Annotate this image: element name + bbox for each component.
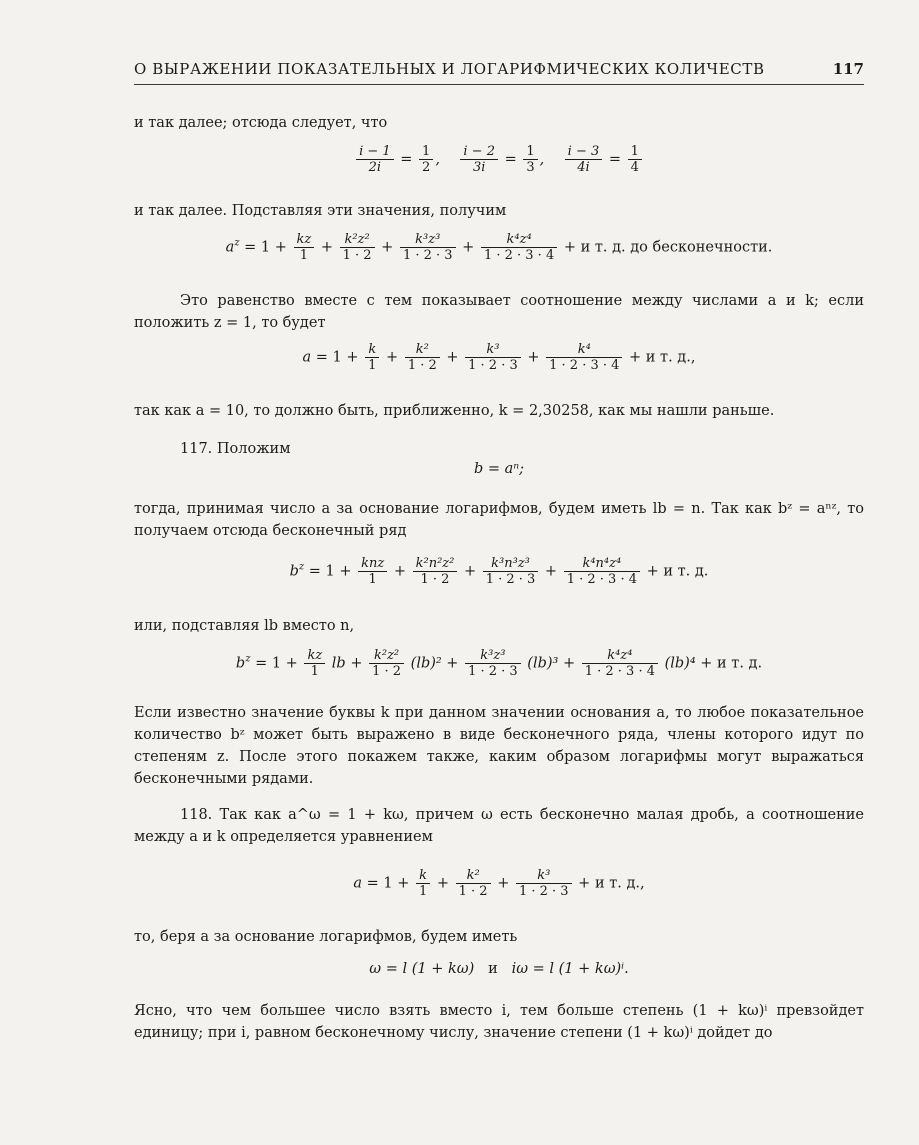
fraction: $\frac{kz}{1}$: [304, 648, 325, 679]
paragraph-8: Если известно значение буквы k при данном значении основания a, то любое показательное количество bᶻ может быть выражено в виде бесконечного ряда, члены которого идут по степеням z. После этого покажем также, каким образом логарифмы могут выражаться бесконечными рядами.: [134, 705, 864, 787]
paragraph-6: тогда, принимая число a за основание логарифмов, будем иметь lb = n. Так как bᶻ = aⁿᶻ, то получаем отсюда бесконечный ряд: [134, 501, 864, 539]
fraction: $\frac{\text{k²n²z²}}{1 \cdot 2}$: [413, 556, 458, 587]
fraction: $\frac{\text{k²}}{1 \cdot 2}$: [405, 342, 440, 373]
paragraph-7: или, подставляя lb вместо n,: [134, 618, 355, 634]
running-header: [134, 60, 864, 78]
fraction: $\frac{kz}{1}$: [294, 232, 315, 263]
fraction: $\frac{1}{4}$: [628, 144, 642, 175]
fraction: $\frac{1}{2}$: [419, 144, 433, 175]
paragraph-3: Это равенство вместе с тем показывает соотношение между числами a и k; если положить z = 1, то будет: [134, 293, 864, 331]
paragraph-9: 118. Так как a^ω = 1 + kω, причем ω есть бесконечно малая дробь, а соотношение между a и k определяется уравнением: [134, 807, 864, 845]
fraction: $\frac{1}{3}$: [523, 144, 537, 175]
fraction: $\frac{\text{k³}}{1 \cdot 2 \cdot 3}$: [516, 868, 572, 899]
paragraph-4: так как a = 10, то должно быть, приближенно, k = 2,30258, как мы нашли раньше.: [134, 403, 775, 419]
fraction: $\frac{i - 3}{4i}$: [565, 144, 603, 175]
fraction: $\frac{\text{k²z²}}{1 \cdot 2}$: [340, 232, 375, 263]
fraction: $\frac{\text{k⁴n⁴z⁴}}{1 \cdot 2 \cdot 3 \cdot 4}$: [564, 556, 640, 587]
formula-3: a = 1 + $\frac{k}{1}$ + $\frac{\text{k²}}{1 \cdot 2}$ + $\frac{\text{k³}}{1 \cdot 2 \cdot 3}$ + $\frac{\text{k⁴}}{1 \cdot 2 \cdot 3 \cdot 4}$ + и т. д.,: [302, 342, 696, 373]
fraction: $\frac{\text{k²}}{1 \cdot 2}$: [456, 868, 491, 899]
fraction: $\frac{i - 1}{2i}$: [356, 144, 394, 175]
fraction: $\frac{k}{1}$: [416, 868, 430, 899]
page-number: 117: [832, 60, 864, 78]
formula-1: $\frac{i - 1}{2i}$ = $\frac{1}{2}$ , $\frac{i - 2}{3i}$ = $\frac{1}{3}$ , $\frac{i - 3}{4i}$ = $\frac{1}{4}$: [134, 144, 864, 175]
fraction: $\frac{\text{knz}}{1}$: [358, 556, 387, 587]
paragraph-1: и так далее; отсюда следует, что: [134, 115, 388, 131]
header-rule: [134, 84, 864, 85]
fraction: $\frac{\text{k²z²}}{1 \cdot 2}$: [369, 648, 404, 679]
paragraph-5: 117. Положим: [180, 441, 291, 457]
formula-5: $b^z = 1$ + $\frac{\text{knz}}{1}$ + $\frac{\text{k²n²z²}}{1 \cdot 2}$ + $\frac{\text{k³n³z³}}{1 \cdot 2 \cdot 3}$ + $\frac{\text{k⁴n⁴z⁴}}{1 \cdot 2 \cdot 3 \cdot 4}$ + и т. д.: [289, 556, 709, 587]
running-title: О ВЫРАЖЕНИИ ПОКАЗАТЕЛЬНЫХ И ЛОГАРИФМИЧЕСКИХ КОЛИЧЕСТВ: [134, 60, 765, 78]
paragraph-2: и так далее. Подставляя эти значения, получим: [134, 203, 507, 219]
fraction: $\frac{\text{k⁴z⁴}}{1 \cdot 2 \cdot 3 \cdot 4}$: [582, 648, 658, 679]
formula-4: b = aⁿ;: [473, 461, 525, 477]
paragraph-10: то, беря a за основание логарифмов, будем иметь: [134, 929, 518, 945]
formula-8: ω = l (1 + kω) и iω = l (1 + kω)ⁱ.: [369, 961, 629, 977]
formula-2: $a^z = 1$ + $\frac{kz}{1}$ + $\frac{\text{k²z²}}{1 \cdot 2}$ + $\frac{\text{k³z³}}{1 \cdot 2 \cdot 3}$ + $\frac{\text{k⁴z⁴}}{1 \cdot 2 \cdot 3 \cdot 4}$ + и т. д. до бесконечности.: [225, 232, 773, 263]
fraction: $\frac{\text{k³n³z³}}{1 \cdot 2 \cdot 3}$: [483, 556, 539, 587]
fraction: $\frac{\text{k³z³}}{1 \cdot 2 \cdot 3}$: [465, 648, 521, 679]
fraction: $\frac{\text{k⁴z⁴}}{1 \cdot 2 \cdot 3 \cdot 4}$: [481, 232, 557, 263]
paragraph-11: Ясно, что чем большее число взять вместо i, тем больше степень (1 + kω)ⁱ превзойдет единицу; при i, равном бесконечному числу, значение степени (1 + kω)ⁱ дойдет до: [134, 1003, 864, 1041]
formula-6: $b^z = 1$ + $\frac{kz}{1}$ lb + $\frac{\text{k²z²}}{1 \cdot 2}$ (lb)² + $\frac{\text{k³z³}}{1 \cdot 2 \cdot 3}$ (lb)³ + $\frac{\text{k⁴z⁴}}{1 \cdot 2 \cdot 3 \cdot 4}$ (lb)⁴ + и т. д.: [235, 648, 763, 679]
fraction: $\frac{\text{k³}}{1 \cdot 2 \cdot 3}$: [465, 342, 521, 373]
fraction: $\frac{\text{k⁴}}{1 \cdot 2 \cdot 3 \cdot 4}$: [546, 342, 622, 373]
fraction: $\frac{k}{1}$: [365, 342, 379, 373]
fraction: $\frac{\text{k³z³}}{1 \cdot 2 \cdot 3}$: [400, 232, 456, 263]
formula-7: a = 1 + $\frac{k}{1}$ + $\frac{\text{k²}}{1 \cdot 2}$ + $\frac{\text{k³}}{1 \cdot 2 \cdot 3}$ + и т. д.,: [353, 868, 645, 899]
fraction: $\frac{i - 2}{3i}$: [460, 144, 498, 175]
